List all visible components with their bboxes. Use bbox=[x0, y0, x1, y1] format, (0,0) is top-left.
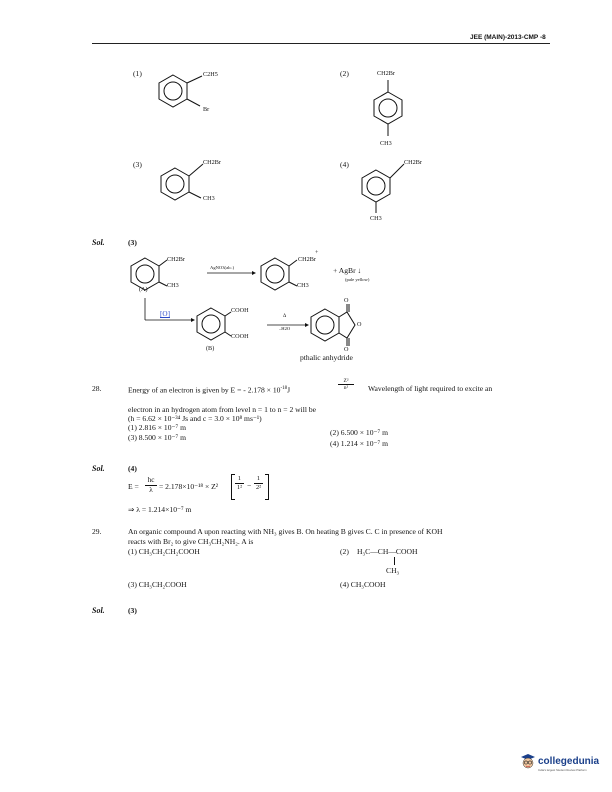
q28-equation-1 bbox=[128, 474, 308, 500]
q28-option-2: (2) 6.500 × 10⁻⁷ m bbox=[330, 428, 388, 437]
q28-fraction-bottom: n² bbox=[343, 385, 349, 391]
q27-option-2-substituent-bottom: CH3 bbox=[380, 140, 392, 147]
scheme-a-substituent-bottom: CH3 bbox=[167, 282, 179, 289]
scheme-anhydride-o-top: O bbox=[344, 297, 349, 304]
q27-option-3-structure bbox=[155, 160, 225, 210]
q28-option-1: (1) 2.816 × 10⁻⁷ m bbox=[128, 423, 186, 432]
q28-stem-tail: Wavelength of light required to excite an bbox=[368, 384, 493, 393]
scheme-cation-charge: + bbox=[315, 250, 319, 256]
q27-option-3-substituent-top: CH2Br bbox=[203, 159, 221, 166]
q28-constants: (h = 6.62 × 10⁻³⁴ Js and c = 3.0 × 10⁸ ms⁻¹) bbox=[128, 414, 262, 423]
q28-fraction-top: Z² bbox=[338, 378, 354, 385]
scheme-reagent: AgNO3(alc.) bbox=[210, 265, 235, 270]
eq-lambda: λ bbox=[149, 485, 153, 494]
q27-option-2-substituent-top: CH2Br bbox=[377, 70, 395, 77]
collegedunia-tagline: India's largest Student Review Platform bbox=[538, 768, 587, 772]
collegedunia-mascot-icon bbox=[520, 752, 536, 770]
q28-equation-2: ⇒ λ = 1.214×10⁻⁷ m bbox=[128, 505, 192, 514]
scheme-heat: Δ bbox=[283, 314, 287, 319]
eq-right-bracket bbox=[265, 474, 269, 500]
scheme-byproduct: + AgBr ↓ bbox=[333, 266, 362, 275]
q29-stem-line1: An organic compound A upon reacting with NH₃ gives B. On heating B gives C. C in presence of KOH bbox=[128, 527, 443, 536]
q28-option-4: (4) 1.214 × 10⁻⁷ m bbox=[330, 439, 388, 448]
scheme-b-cooh-top: COOH bbox=[231, 307, 249, 314]
q27-option-4-substituent-top: CH2Br bbox=[404, 159, 422, 166]
q29-number: 29. bbox=[92, 527, 102, 536]
eq-hc-fraction bbox=[145, 476, 157, 494]
scheme-pale-yellow: (pale yellow) bbox=[345, 277, 370, 282]
eq-f1-bottom: 1² bbox=[236, 484, 243, 491]
q28-stem-text: Energy of an electron is given by E = - 2.178 × 10 bbox=[128, 385, 281, 395]
q27-option-4-substituent-bottom: CH3 bbox=[370, 215, 382, 222]
q29-option-2-branch-bond bbox=[394, 557, 395, 565]
q28-stem-exponent: -18 bbox=[280, 386, 288, 391]
q27-solution-answer: (3) bbox=[128, 238, 137, 247]
eq-f2-top: 1 bbox=[254, 475, 263, 484]
q29-option-2-number: (2) bbox=[340, 547, 349, 556]
q28-stem-line1 bbox=[128, 384, 290, 395]
scheme-cation-substituent-bottom: CH3 bbox=[297, 282, 309, 289]
scheme-a-substituent-top: CH2Br bbox=[167, 256, 185, 263]
q27-option-1-substituent-top: C2H5 bbox=[203, 71, 218, 78]
q29-solution-answer: (3) bbox=[128, 606, 137, 615]
scheme-b-label: (B) bbox=[206, 345, 215, 352]
q28-stem-line2: electron in an hydrogen atom from level n = 1 to n = 2 will be bbox=[128, 405, 317, 414]
scheme-anhydride-o-bottom: O bbox=[344, 346, 349, 353]
scheme-anhydride-name: pthalic anhydride bbox=[300, 353, 353, 362]
q29-solution-label: Sol. bbox=[92, 606, 105, 615]
q29-option-1: (1) CH₃CH₂CH₂COOH bbox=[128, 547, 200, 556]
scheme-a-label: (A) bbox=[139, 286, 148, 293]
scheme-water: –H2O bbox=[279, 326, 291, 331]
q27-option-3-substituent-bottom: CH3 bbox=[203, 195, 215, 202]
eq-lhs: E = bbox=[128, 482, 139, 491]
eq-f1-top: 1 bbox=[235, 475, 244, 484]
scheme-b-cooh-bottom: COOH bbox=[231, 333, 249, 340]
page-header: JEE (MAIN)-2013-CMP -8 bbox=[470, 34, 546, 41]
q28-solution-answer: (4) bbox=[128, 464, 137, 473]
q27-option-4-number: (4) bbox=[340, 160, 349, 169]
header-rule bbox=[92, 43, 550, 44]
q29-option-3: (3) CH₃CH₂COOH bbox=[128, 580, 187, 589]
q29-option-2-branch: CH₃ bbox=[386, 566, 400, 575]
q29-option-2-formula: H₃C—CH—COOH bbox=[357, 547, 418, 556]
q27-option-3-number: (3) bbox=[133, 160, 142, 169]
collegedunia-logo-text: collegedunia bbox=[538, 756, 600, 767]
q28-number: 28. bbox=[92, 384, 102, 393]
eq-f2-bottom: 2² bbox=[255, 484, 262, 491]
q27-option-1-number: (1) bbox=[133, 69, 142, 78]
q28-option-3: (3) 8.500 × 10⁻⁷ m bbox=[128, 433, 186, 442]
scheme-anhydride-o-ring: O bbox=[357, 321, 362, 328]
q27-solution-label: Sol. bbox=[92, 238, 105, 247]
eq-hc: hc bbox=[145, 476, 157, 486]
q29-stem-line2: reacts with Br₂ to give CH₃CH₂NH₂. A is bbox=[128, 537, 254, 546]
q28-fraction bbox=[338, 378, 354, 391]
q27-option-1-substituent-bottom: Br bbox=[203, 106, 210, 113]
scheme-cation-substituent-top: CH2Br bbox=[298, 256, 316, 263]
eq-fraction-1 bbox=[235, 475, 244, 492]
q28-solution-label: Sol. bbox=[92, 464, 105, 473]
eq-minus: − bbox=[247, 481, 252, 490]
q27-option-4-structure bbox=[356, 160, 426, 225]
q27-option-2-number: (2) bbox=[340, 69, 349, 78]
scheme-oxidation-link: [O] bbox=[160, 310, 170, 318]
eq-rhs: = 2.178×10⁻¹⁸ × Z² bbox=[159, 482, 219, 491]
q28-stem-unit: J bbox=[287, 385, 291, 395]
q29-option-4: (4) CH₃COOH bbox=[340, 580, 386, 589]
eq-fraction-2 bbox=[254, 475, 263, 492]
